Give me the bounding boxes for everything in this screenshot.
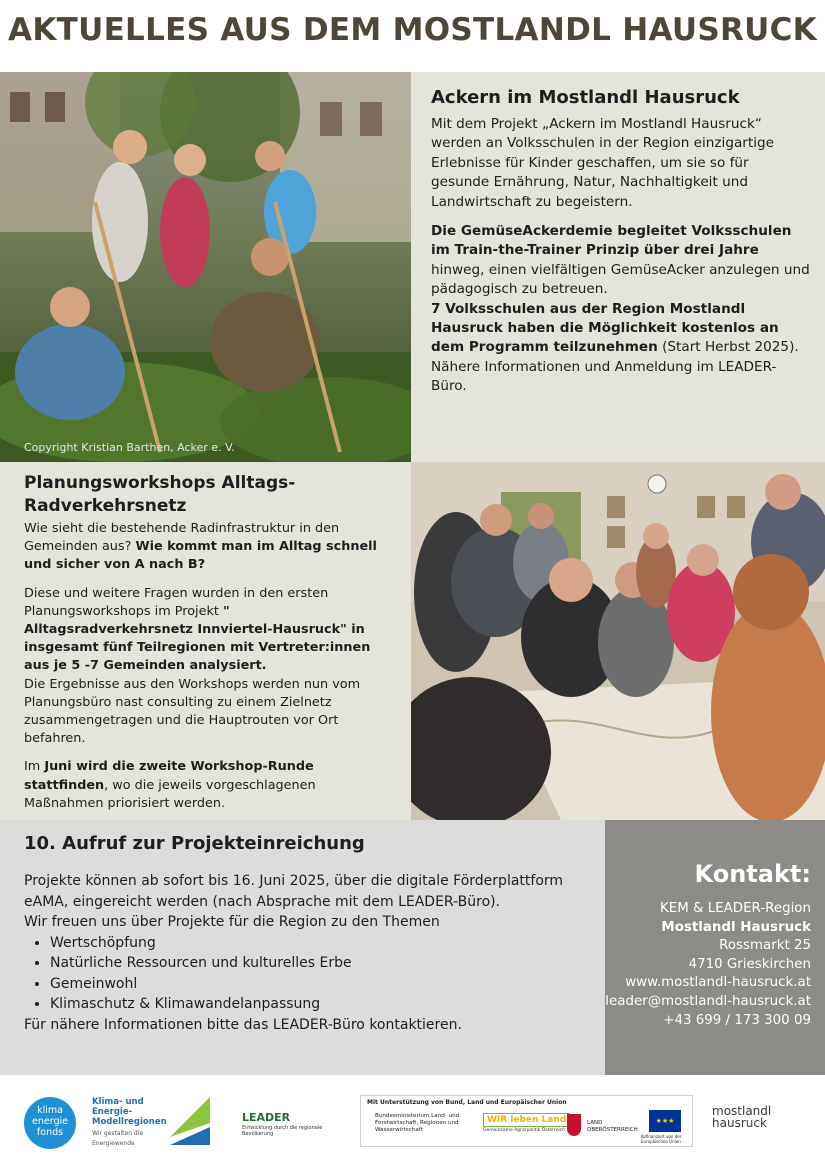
contact-email-link[interactable]: leader@mostlandl-hausruck.at [605, 993, 811, 1009]
theme-item: • Klimaschutz & Klimawandelanpassung [50, 994, 595, 1015]
section-aufruf [0, 820, 605, 1075]
section-aufruf-p3: Für nähere Informationen bitte das LEADER-Büro kontaktieren. [24, 1016, 462, 1033]
funding-logos-box: Mit Unterstützung von Bund, Land und Europäischer Union Bundesministerium Land- und Forstwirtschaft, Regionen und Wasserwirtschaft WIR leben Land Gemeinsame Agrarpolitik Österreich LAND OBERÖSTERREICH ★★★ Kofinanziert von der Europäischen Union [360, 1095, 693, 1147]
section-aufruf-p2: Wir freuen uns über Projekte für die Region zu den Themen [24, 914, 440, 930]
kem-logo-shape [170, 1097, 210, 1145]
theme-item: • Gemeinwohl [50, 974, 595, 995]
klima-energie-fonds-logo: klima energie fonds [24, 1097, 76, 1149]
theme-item: • Wertschöpfung [50, 933, 595, 954]
photo-credit: Copyright Kristian Barthen, Acker e. V. [24, 441, 235, 454]
footer-logos [0, 1075, 825, 1167]
section-radverkehr-p1: Wie sieht die bestehende Radinfrastruktur in den Gemeinden aus? Wie kommt man im Alltag schnell und sicher von A nach B? [24, 521, 377, 573]
mostlandl-hausruck-logo: mostlandl hausruck [712, 1104, 772, 1130]
contact-box [605, 820, 825, 1075]
section-radverkehr [0, 462, 411, 820]
section-radverkehr-p3: Die Ergebnisse aus den Workshops werden nun vom Planungsbüro nast consulting zu einem Zielnetz zusammengetragen und die Hauptrouten vor Ort befahren. [24, 676, 361, 747]
kem-logo-text: Klima- und Energie-Modellregionen Wir gestalten die Energiewende [92, 1097, 167, 1147]
ooe-coat-icon [567, 1114, 581, 1136]
section-aufruf-p1: Projekte können ab sofort bis 16. Juni 2025, über die digitale Förderplattform eAMA, eingereicht werden (nach Absprache mit dem LEADER-Büro). [24, 873, 564, 910]
contact-heading: Kontakt: [694, 860, 811, 888]
contact-phone: +43 699 / 173 300 09 [663, 1012, 811, 1028]
section-radverkehr-heading: Planungsworkshops Alltags-Radverkehrsnetz [24, 473, 296, 516]
theme-item: • Natürliche Ressourcen und kulturelles Erbe [50, 953, 595, 974]
section-ackern-heading: Ackern im Mostlandl Hausruck [431, 87, 740, 108]
eu-flag-icon: ★★★ [649, 1110, 681, 1132]
section-aufruf-heading: 10. Aufruf zur Projekteinreichung [24, 833, 365, 854]
contact-org: KEM & LEADER-Region [659, 901, 811, 916]
page-title: AKTUELLES AUS DEM MOSTLANDL HAUSRUCK [8, 12, 817, 48]
wir-leben-land-logo: WIR leben Land Gemeinsame Agrarpolitik Österreich [483, 1113, 570, 1133]
section-ackern [411, 72, 825, 462]
contact-web-link[interactable]: www.mostlandl-hausruck.at [625, 975, 811, 991]
themes-list [24, 933, 595, 1015]
section-radverkehr-p4: Im Juni wird die zweite Workshop-Runde stattfinden, wo die jeweils vorgeschlagenen Maßnahmen priorisiert werden. [24, 759, 316, 811]
section-ackern-p4: Nähere Informationen und Anmeldung im LEADER-Büro. [431, 358, 777, 395]
contact-street: Rossmarkt 25 [719, 938, 811, 954]
section-ackern-p3: 7 Volksschulen aus der Region Mostlandl Hausruck haben die Möglichkeit kostenlos an dem Programm teilzunehmen (Start Herbst 2025). [431, 300, 799, 356]
section-radverkehr-p2: Diese und weitere Fragen wurden in den ersten Planungsworkshops im Projekt " Alltagsradverkehrsnetz Innviertel-Hausruck" in insgesamt fünf Teilregionen mit Vertreter:innen aus je 5 -7 Gemeinden analysiert. [24, 585, 371, 674]
photo-gardening [0, 72, 411, 462]
section-ackern-p1: Mit dem Projekt „Ackern im Mostlandl Hausruck“ werden an Volksschulen in der Region einzigartige Erlebnisse für Kinder geschaffen, um sie so für gesunde Ernährung, Natur, Nachhaltigkeit und Landwirtschaft zu begeistern. [431, 116, 774, 210]
photo-workshop [411, 462, 825, 820]
contact-name: Mostlandl Hausruck [661, 919, 811, 935]
leader-logo: LEADER Entwicklung durch die regionale Bevölkerung [242, 1111, 323, 1137]
contact-city: 4710 Grieskirchen [688, 956, 811, 972]
section-ackern-p2: Die GemüseAckerdemie begleitet Volksschulen im Train-the-Trainer Prinzip über drei Jahre hinweg, einen vielfältigen GemüseAcker anzulegen und pädagogisch zu betreuen. [431, 223, 810, 298]
